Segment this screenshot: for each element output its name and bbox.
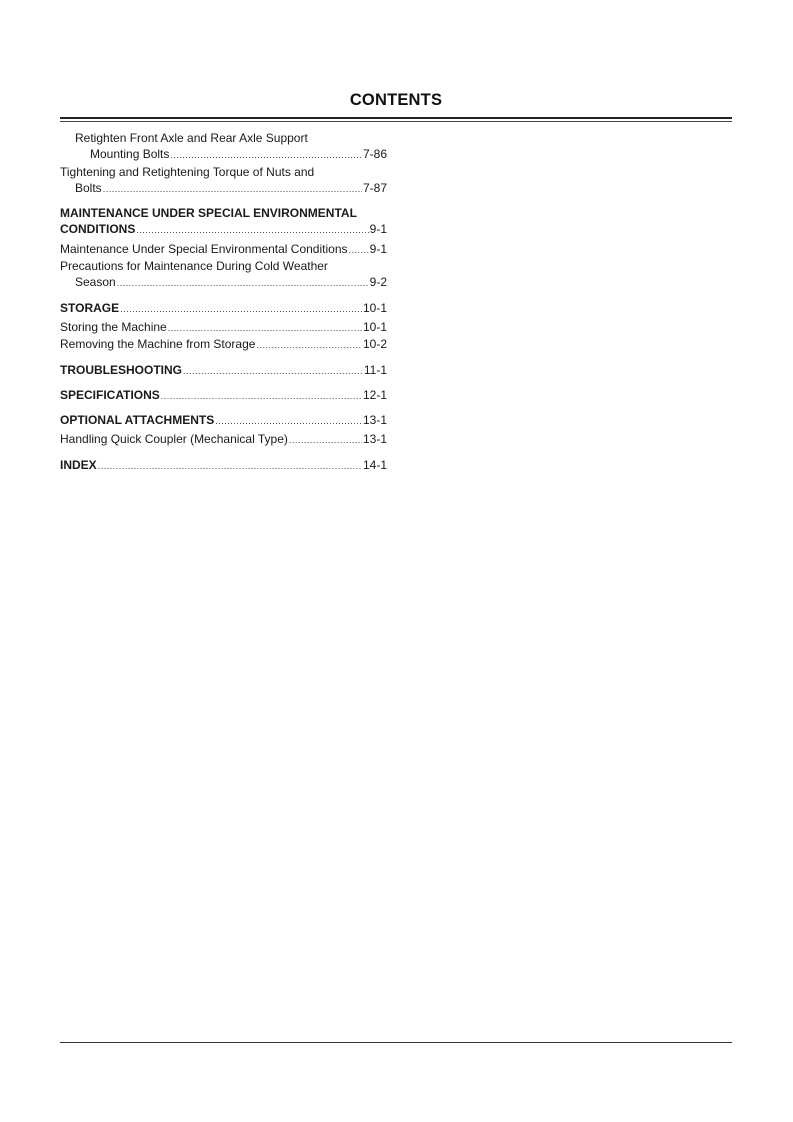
toc-entry-tightening-torque[interactable]	[60, 180, 387, 197]
toc-section-storage[interactable]	[60, 300, 387, 317]
toc-page-number: 11-1	[363, 362, 387, 377]
dot-leader	[170, 147, 362, 163]
toc-entry-label: Bolts	[75, 180, 102, 195]
toc-entry-label: Maintenance Under Special Environmental Conditions	[60, 241, 348, 256]
toc-entry-label: Storing the Machine	[60, 319, 167, 334]
dot-leader	[117, 275, 369, 291]
toc-entry-label: Handling Quick Coupler (Mechanical Type)	[60, 432, 288, 447]
toc-page-number: 9-1	[369, 222, 387, 237]
toc-section-specifications[interactable]	[60, 387, 387, 404]
toc-entry-title: Tightening and Retightening Torque of Nuts and	[60, 164, 315, 179]
toc-page-number: 14-1	[362, 457, 387, 472]
page-title: CONTENTS	[349, 91, 443, 109]
table-of-contents	[60, 130, 387, 474]
toc-page-number: 13-1	[362, 432, 387, 447]
dot-leader	[256, 337, 362, 353]
toc-entry-quick-coupler[interactable]	[60, 431, 387, 448]
toc-entry-label: Season	[75, 275, 116, 290]
toc-entry-label: CONDITIONS	[60, 222, 136, 237]
toc-entry-label: INDEX	[60, 457, 97, 472]
dot-leader	[161, 388, 362, 404]
toc-entry-label: OPTIONAL ATTACHMENTS	[60, 413, 215, 428]
toc-section-maintenance-special[interactable]	[60, 221, 387, 238]
toc-page-number: 9-2	[369, 275, 387, 290]
toc-page-number: 10-1	[362, 300, 387, 315]
dot-leader	[98, 458, 362, 474]
toc-page-number: 9-1	[369, 241, 387, 256]
header-rule-thick	[60, 117, 732, 119]
toc-entry-label: Removing the Machine from Storage	[60, 337, 256, 352]
dot-leader	[183, 363, 363, 379]
toc-entry-title: Retighten Front Axle and Rear Axle Support	[75, 131, 308, 145]
toc-entry-title: Precautions for Maintenance During Cold Weather	[60, 259, 328, 274]
dot-leader	[289, 432, 362, 448]
toc-entry-label: TROUBLESHOOTING	[60, 362, 182, 377]
toc-entry-removing-from-storage[interactable]	[60, 336, 387, 353]
header-rule-thin	[60, 121, 732, 122]
dot-leader	[215, 413, 362, 429]
dot-leader	[136, 222, 368, 238]
dot-leader	[168, 320, 362, 336]
toc-page-number: 7-86	[362, 147, 387, 162]
toc-page-number: 12-1	[362, 387, 387, 402]
toc-entry-label: SPECIFICATIONS	[60, 387, 160, 402]
toc-section-optional-attachments[interactable]	[60, 412, 387, 429]
toc-page-number: 13-1	[362, 413, 387, 428]
dot-leader	[120, 301, 362, 317]
toc-section-index[interactable]	[60, 457, 387, 474]
toc-entry-label: Mounting Bolts	[90, 147, 170, 162]
toc-section-heading: MAINTENANCE UNDER SPECIAL ENVIRONMENTAL	[60, 206, 357, 221]
toc-page-number: 10-1	[362, 319, 387, 334]
toc-entry-storing-machine[interactable]	[60, 319, 387, 336]
footer-rule	[60, 1042, 732, 1043]
toc-page-number: 10-2	[362, 337, 387, 352]
dot-leader	[103, 181, 362, 197]
toc-entry-retighten-axle-bolts[interactable]	[60, 146, 387, 163]
toc-entry-label: STORAGE	[60, 300, 120, 315]
dot-leader	[349, 242, 369, 258]
toc-entry-cold-weather[interactable]	[60, 274, 387, 291]
toc-section-troubleshooting[interactable]	[60, 362, 387, 379]
toc-entry-maintenance-conditions[interactable]	[60, 241, 387, 258]
toc-page-number: 7-87	[362, 180, 387, 195]
